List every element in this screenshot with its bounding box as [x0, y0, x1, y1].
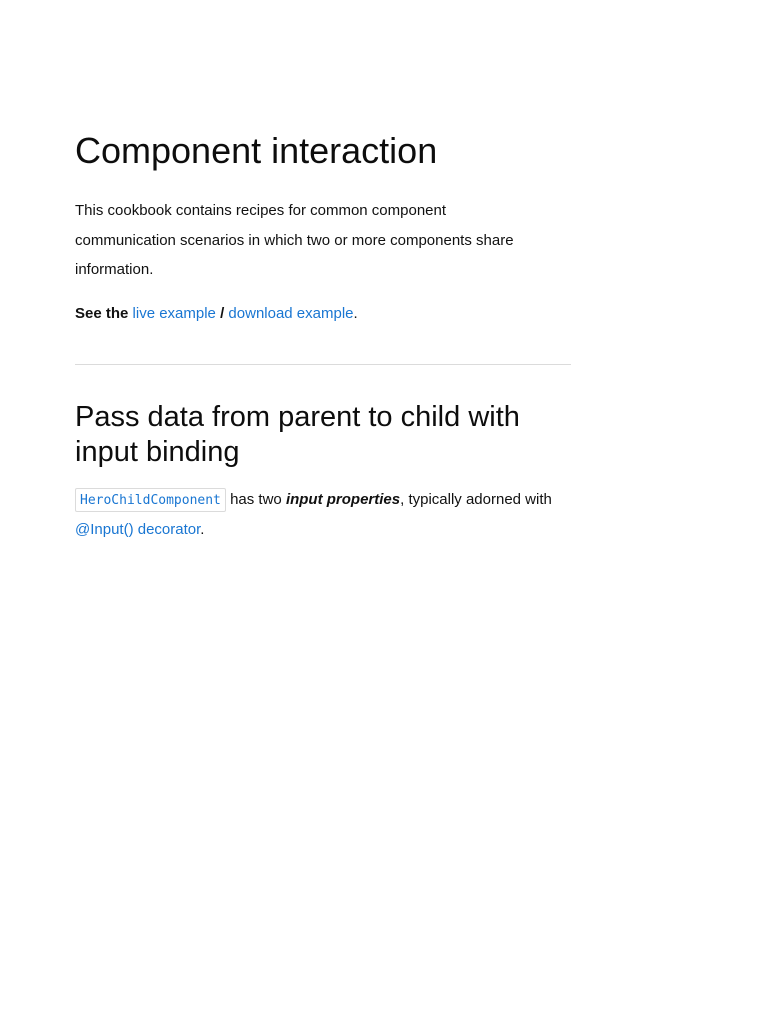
slash-separator: / — [220, 305, 225, 322]
section-title: Pass data from parent to child with input binding — [75, 401, 520, 468]
download-example-link[interactable]: download example — [228, 305, 354, 322]
example-links-line — [75, 299, 358, 328]
live-example-link[interactable]: live example — [132, 305, 216, 322]
section-paragraph — [75, 485, 571, 544]
input-properties-emphasis: input properties — [285, 491, 401, 508]
page-title: Component interaction — [75, 130, 438, 171]
intro-paragraph: This cookbook contains recipes for common component communication scenarios in which two or more components share information. — [75, 202, 514, 278]
input-decorator-link[interactable]: @Input() decorator — [75, 521, 201, 538]
section-divider — [75, 364, 571, 365]
period: . — [353, 305, 358, 322]
adorned-text: , typically adorned with — [400, 491, 552, 508]
see-the-label: See the — [75, 305, 129, 322]
period: . — [200, 521, 205, 538]
has-two-text: has two — [230, 491, 282, 508]
hero-child-component-code: HeroChildComponent — [75, 488, 226, 512]
